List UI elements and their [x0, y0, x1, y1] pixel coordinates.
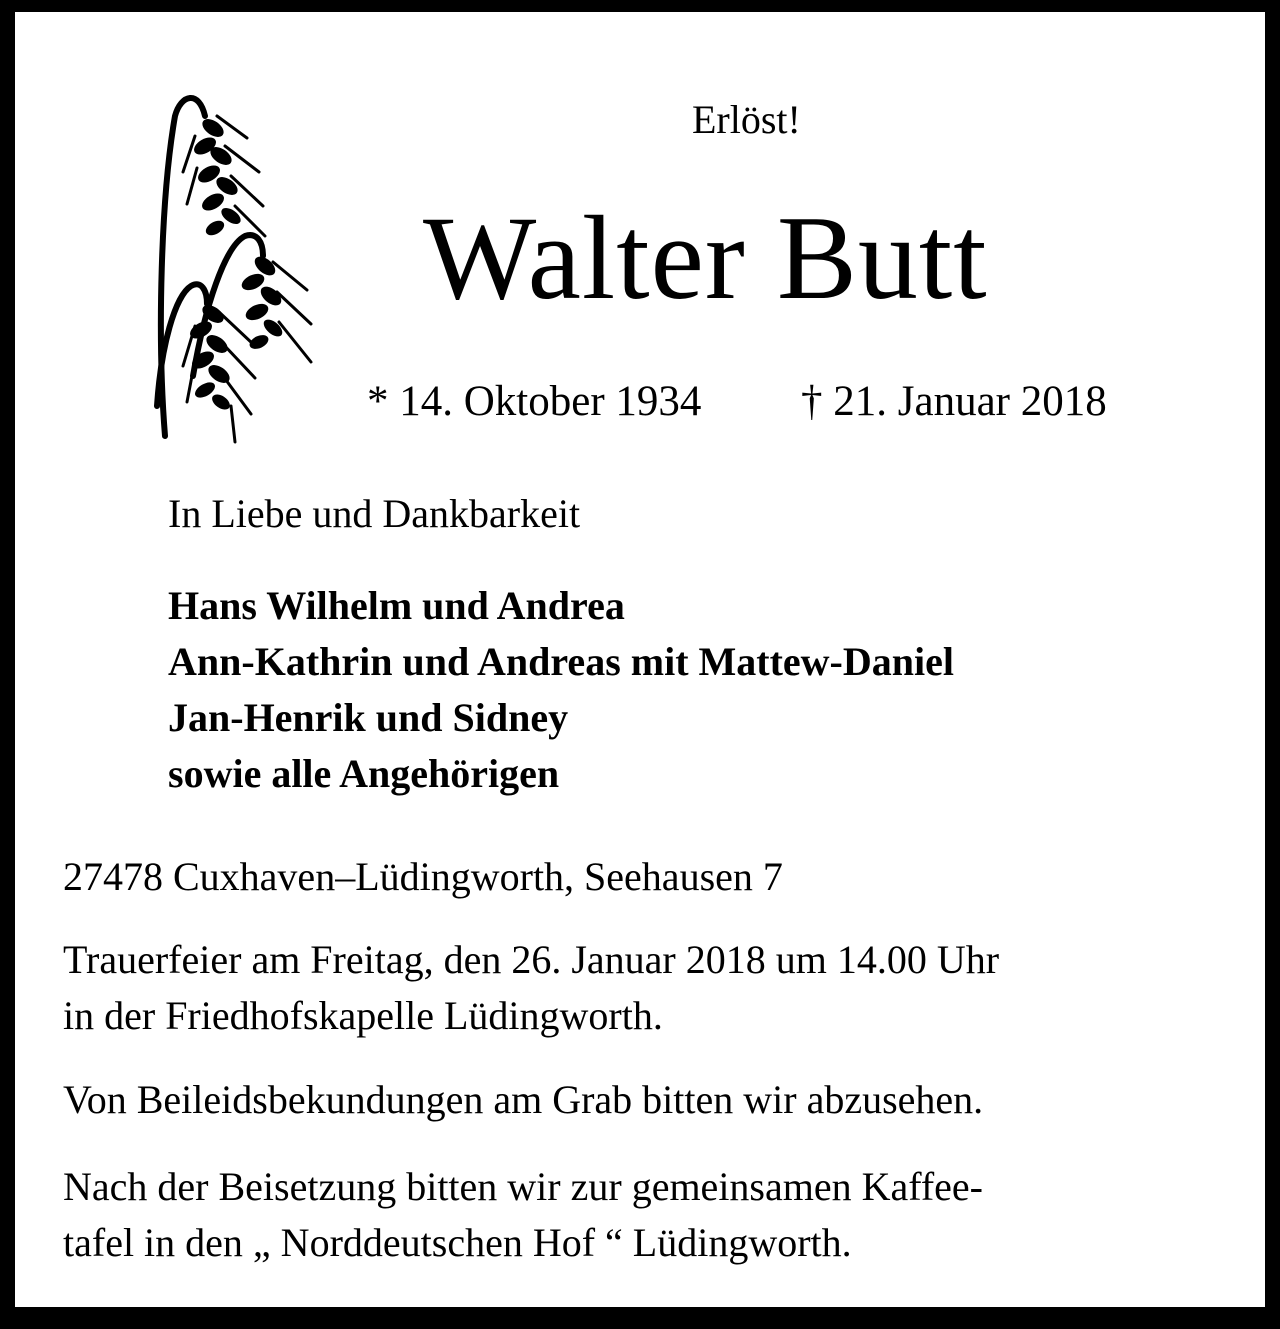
reception-line-1: Nach der Beisetzung bitten wir zur gemeinsamen Kaffee-	[63, 1164, 983, 1209]
address: 27478 Cuxhaven–Lüdingworth, Seehausen 7	[63, 854, 783, 899]
epigraph: Erlöst!	[692, 97, 801, 142]
dedication: In Liebe und Dankbarkeit	[168, 491, 581, 536]
mourner-line: sowie alle Angehörigen	[168, 751, 560, 796]
condolence-note: Von Beileidsbekundungen am Grab bitten wir abzusehen.	[63, 1077, 984, 1122]
ceremony-line-1: Trauerfeier am Freitag, den 26. Januar 2018 um 14.00 Uhr	[63, 937, 1000, 982]
birth-date: * 14. Oktober 1934	[367, 378, 702, 425]
reception-info	[63, 1159, 983, 1271]
deceased-name: Walter Butt	[423, 191, 988, 324]
ceremony-info	[63, 932, 999, 1044]
wheat-ears-icon	[135, 76, 335, 456]
ceremony-line-2: in der Friedhofskapelle Lüdingworth.	[63, 993, 663, 1038]
death-date: † 21. Januar 2018	[801, 378, 1107, 425]
mourner-line: Hans Wilhelm und Andrea	[168, 583, 625, 628]
mourner-line: Ann-Kathrin und Andreas mit Mattew-Daniel	[168, 639, 954, 684]
mourner-line: Jan-Henrik und Sidney	[168, 695, 569, 740]
reception-line-2: tafel in den „ Norddeutschen Hof “ Lüdingworth.	[63, 1220, 852, 1265]
mourners-list	[168, 578, 954, 802]
